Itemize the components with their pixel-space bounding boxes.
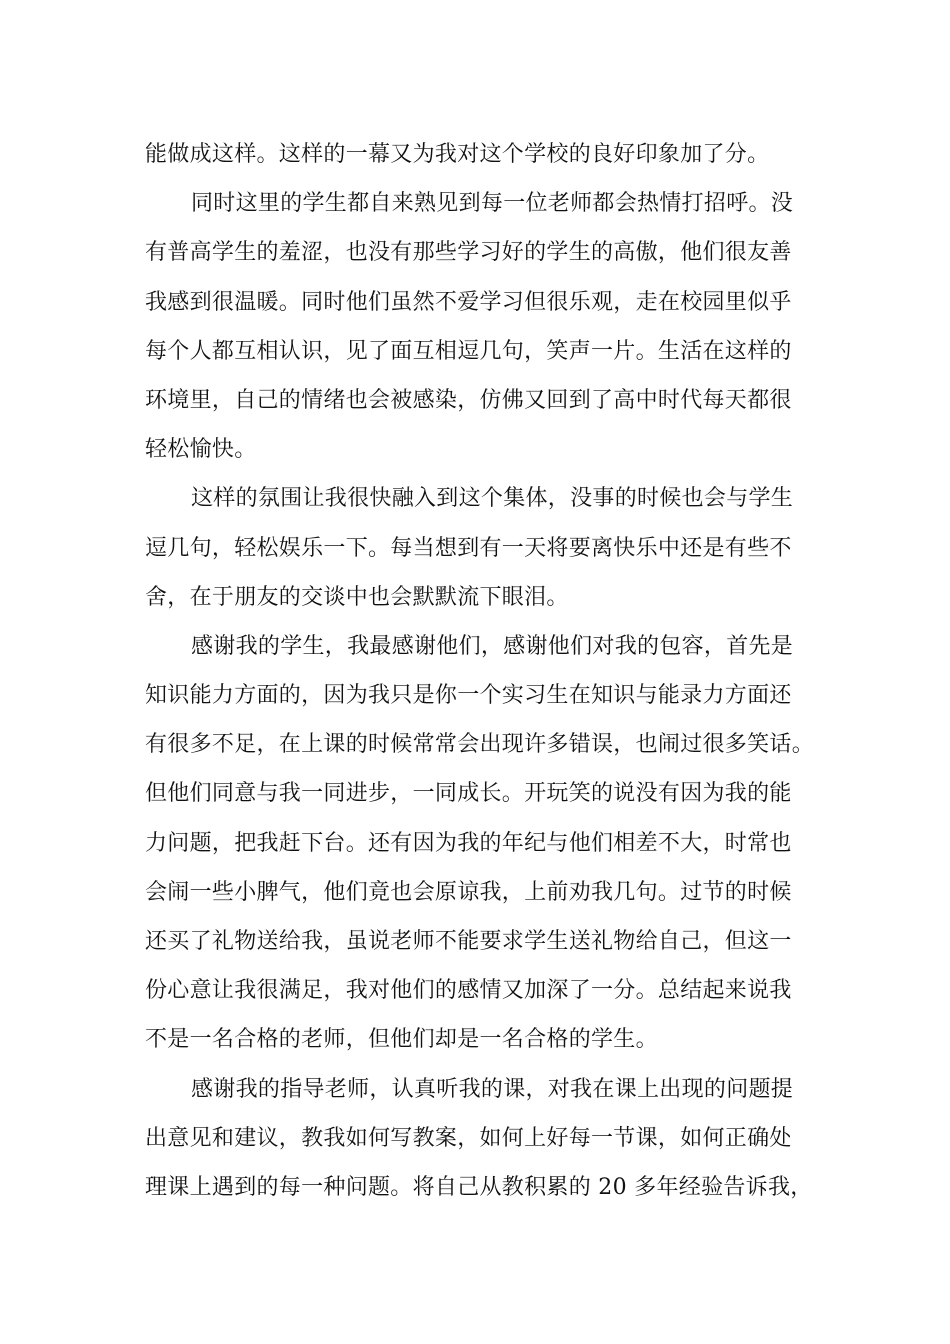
text-line: 会闹一些小脾气，他们竟也会原谅我，上前劝我几句。过节的时候	[145, 879, 792, 905]
text-line: 有普高学生的羞涩，也没有那些学习好的学生的高傲，他们很友善	[145, 240, 792, 266]
text-line: 轻松愉快。	[145, 437, 257, 463]
text-line: 还买了礼物送给我，虽说老师不能要求学生送礼物给自己，但这一	[145, 929, 792, 954]
text-line: 感谢我的指导老师，认真听我的课，对我在课上出现的问题提	[191, 1076, 794, 1102]
text-line: 有很多不足，在上课的时候常常会出现许多错误，也闹过很多笑话。	[145, 732, 815, 758]
text-line: 出意见和建议，教我如何写教案，如何上好每一节课，如何正确处	[145, 1125, 792, 1151]
text-line: 这样的氛围让我很快融入到这个集体，没事的时候也会与学生	[191, 486, 794, 512]
text-line: 舍，在于朋友的交谈中也会默默流下眼泪。	[145, 584, 569, 610]
text-line: 不是一名合格的老师，但他们却是一名合格的学生。	[145, 1027, 658, 1053]
text-line: 环境里，自己的情绪也会被感染，仿佛又回到了高中时代每天都很	[145, 387, 792, 413]
text-line: 同时这里的学生都自来熟见到每一位老师都会热情打招呼。没	[191, 191, 794, 217]
text-line: 能做成这样。这样的一幕又为我对这个学校的良好印象加了分。	[145, 142, 770, 167]
text-line: 逗几句，轻松娱乐一下。每当想到有一天将要离快乐中还是有些不	[145, 535, 792, 561]
text-line: 每个人都互相认识，见了面互相逗几句，笑声一片。生活在这样的	[145, 338, 792, 364]
text-line: 知识能力方面的，因为我只是你一个实习生在知识与能录力方面还	[145, 683, 792, 709]
text-line: 份心意让我很满足，我对他们的感情又加深了一分。总结起来说我	[145, 978, 792, 1004]
text-line: 我感到很温暖。同时他们虽然不爱学习但很乐观，走在校园里似乎	[145, 289, 792, 315]
text-line: 理课上遇到的每一种问题。将自己从教积累的 20 多年经验告诉我，	[145, 1174, 813, 1200]
text-line: 力问题，把我赶下台。还有因为我的年纪与他们相差不大，时常也	[145, 830, 792, 856]
document-body	[145, 130, 815, 1212]
text-line: 但他们同意与我一同进步，一同成长。开玩笑的说没有因为我的能	[145, 781, 792, 807]
text-line: 感谢我的学生，我最感谢他们，感谢他们对我的包容，首先是	[191, 633, 794, 659]
